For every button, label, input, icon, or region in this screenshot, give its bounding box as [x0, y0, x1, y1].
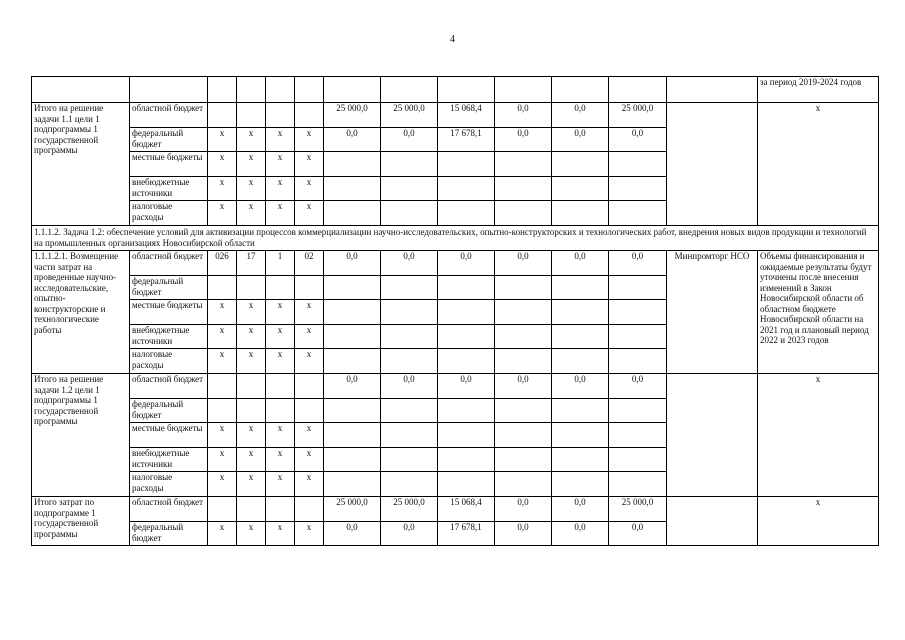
funding-source: федеральный бюджет	[130, 128, 208, 152]
budget-code-cell	[295, 276, 324, 300]
amount-cell	[324, 300, 381, 325]
budget-code-cell	[208, 497, 237, 522]
amount-cell	[438, 152, 495, 177]
amount-cell: 0,0	[324, 522, 381, 546]
amount-cell: 0,0	[495, 128, 552, 152]
result-cell: х	[758, 497, 879, 546]
amount-cell	[438, 349, 495, 374]
budget-code-cell: х	[266, 423, 295, 448]
budget-code-cell	[208, 103, 237, 128]
amount-cell: 0,0	[324, 374, 381, 399]
budget-code-cell: х	[266, 152, 295, 177]
amount-cell	[324, 325, 381, 349]
amount-cell	[609, 448, 667, 472]
amount-cell	[552, 300, 609, 325]
budget-code-cell	[237, 103, 266, 128]
amount-cell	[609, 152, 667, 177]
amount-cell	[381, 177, 438, 201]
amount-cell	[552, 276, 609, 300]
amount-cell: 0,0	[324, 128, 381, 152]
result-cell: Объемы финансирования и ожидаемые результаты будут уточнены после внесения изменений в Закон Новосибирской области об областном бюджете Новосибирской области на 2021 год и плановый период 2022 и 2023 годов	[758, 251, 879, 374]
amount-cell: 15 068,4	[438, 497, 495, 522]
budget-code-cell: х	[295, 472, 324, 497]
amount-cell: 0,0	[552, 497, 609, 522]
amount-cell	[381, 325, 438, 349]
budget-code-cell	[295, 374, 324, 399]
amount-cell	[438, 399, 495, 423]
budget-code-cell: х	[237, 128, 266, 152]
amount-cell: 0,0	[552, 251, 609, 276]
budget-code-cell: х	[237, 325, 266, 349]
budget-code-cell: х	[208, 522, 237, 546]
row-group-label: 1.1.1.2.1. Возмещение части затрат на проведенные научно-исследовательские, опытно-конструкторские и технологические работы	[32, 251, 130, 374]
amount-cell	[324, 399, 381, 423]
amount-cell	[438, 300, 495, 325]
amount-cell	[609, 276, 667, 300]
amount-cell	[609, 349, 667, 374]
amount-cell	[552, 448, 609, 472]
row-group-label: Итого на решение задачи 1.2 цели 1 подпрограммы 1 государственной программы	[32, 374, 130, 497]
funding-source: налоговые расходы	[130, 349, 208, 374]
budget-code-cell: 026	[208, 251, 237, 276]
budget-code-cell: х	[208, 472, 237, 497]
executor-cell	[667, 103, 758, 226]
amount-cell: 0,0	[609, 522, 667, 546]
budget-code-cell: х	[237, 448, 266, 472]
amount-cell: 25 000,0	[381, 497, 438, 522]
amount-cell	[552, 349, 609, 374]
budget-code-cell	[295, 399, 324, 423]
amount-cell	[324, 448, 381, 472]
table-row	[32, 251, 879, 276]
budget-code-cell: 02	[295, 251, 324, 276]
amount-cell	[324, 472, 381, 497]
amount-cell	[495, 448, 552, 472]
amount-cell	[324, 201, 381, 226]
amount-cell	[381, 152, 438, 177]
amount-cell	[552, 201, 609, 226]
budget-code-cell: х	[295, 349, 324, 374]
amount-cell	[495, 300, 552, 325]
header-note: за период 2019-2024 годов	[758, 77, 879, 103]
amount-cell: 0,0	[381, 522, 438, 546]
amount-cell	[324, 349, 381, 374]
budget-code-cell: х	[208, 177, 237, 201]
budget-code-cell: 1	[266, 251, 295, 276]
budget-code-cell	[266, 374, 295, 399]
budget-code-cell	[266, 276, 295, 300]
funding-source: федеральный бюджет	[130, 399, 208, 423]
amount-cell	[324, 152, 381, 177]
amount-cell	[495, 423, 552, 448]
amount-cell	[324, 276, 381, 300]
amount-cell	[381, 399, 438, 423]
budget-code-cell: х	[237, 300, 266, 325]
budget-code-cell: х	[295, 300, 324, 325]
table-row	[32, 103, 879, 128]
amount-cell	[495, 399, 552, 423]
amount-cell	[609, 399, 667, 423]
amount-cell: 0,0	[495, 374, 552, 399]
amount-cell	[552, 177, 609, 201]
budget-code-cell: х	[266, 128, 295, 152]
budget-code-cell: х	[266, 300, 295, 325]
budget-code-cell: х	[237, 177, 266, 201]
budget-code-cell: 17	[237, 251, 266, 276]
amount-cell	[495, 472, 552, 497]
amount-cell: 0,0	[552, 522, 609, 546]
budget-code-cell: х	[208, 349, 237, 374]
amount-cell	[609, 325, 667, 349]
budget-code-cell: х	[208, 300, 237, 325]
amount-cell	[381, 201, 438, 226]
amount-cell: 0,0	[381, 251, 438, 276]
amount-cell	[609, 423, 667, 448]
budget-code-cell: х	[295, 201, 324, 226]
amount-cell	[324, 423, 381, 448]
amount-cell: 0,0	[609, 251, 667, 276]
funding-source: областной бюджет	[130, 251, 208, 276]
amount-cell: 25 000,0	[324, 497, 381, 522]
budget-code-cell	[295, 103, 324, 128]
header-row	[32, 77, 879, 103]
budget-code-cell: х	[208, 448, 237, 472]
amount-cell	[552, 152, 609, 177]
amount-cell	[495, 201, 552, 226]
funding-source: федеральный бюджет	[130, 522, 208, 546]
executor-cell	[667, 374, 758, 497]
budget-code-cell: х	[237, 201, 266, 226]
budget-code-cell: х	[237, 423, 266, 448]
amount-cell: 0,0	[324, 251, 381, 276]
budget-code-cell	[266, 497, 295, 522]
amount-cell	[438, 276, 495, 300]
amount-cell: 0,0	[381, 374, 438, 399]
amount-cell	[438, 423, 495, 448]
budget-code-cell: х	[208, 152, 237, 177]
budget-code-cell: х	[208, 128, 237, 152]
budget-code-cell: х	[266, 201, 295, 226]
budget-code-cell: х	[266, 522, 295, 546]
amount-cell: 25 000,0	[609, 497, 667, 522]
amount-cell	[381, 472, 438, 497]
amount-cell	[438, 472, 495, 497]
amount-cell: 25 000,0	[381, 103, 438, 128]
amount-cell	[552, 423, 609, 448]
budget-code-cell: х	[266, 448, 295, 472]
budget-code-cell	[237, 399, 266, 423]
executor-cell: Минпромторг НСО	[667, 251, 758, 374]
budget-table	[31, 76, 879, 546]
funding-source: федеральный бюджет	[130, 276, 208, 300]
budget-code-cell	[266, 103, 295, 128]
budget-code-cell: х	[208, 325, 237, 349]
funding-source: областной бюджет	[130, 374, 208, 399]
amount-cell	[609, 300, 667, 325]
budget-code-cell: х	[295, 128, 324, 152]
row-group-label: Итого на решение задачи 1.1 цели 1 подпрограммы 1 государственной программы	[32, 103, 130, 226]
amount-cell: 0,0	[495, 251, 552, 276]
amount-cell	[381, 423, 438, 448]
amount-cell	[495, 177, 552, 201]
budget-code-cell: х	[237, 349, 266, 374]
amount-cell	[552, 399, 609, 423]
funding-source: местные бюджеты	[130, 300, 208, 325]
amount-cell	[381, 349, 438, 374]
amount-cell	[438, 177, 495, 201]
amount-cell	[495, 325, 552, 349]
budget-code-cell	[208, 276, 237, 300]
amount-cell: 0,0	[609, 128, 667, 152]
budget-code-cell: х	[266, 177, 295, 201]
amount-cell: 0,0	[438, 251, 495, 276]
funding-source: местные бюджеты	[130, 152, 208, 177]
amount-cell	[381, 276, 438, 300]
amount-cell: 25 000,0	[609, 103, 667, 128]
funding-source: областной бюджет	[130, 497, 208, 522]
funding-source: внебюджетные источники	[130, 448, 208, 472]
amount-cell: 0,0	[609, 374, 667, 399]
budget-code-cell	[237, 497, 266, 522]
amount-cell	[381, 300, 438, 325]
row-group-label: Итого затрат по подпрограмме 1 государственной программы	[32, 497, 130, 546]
funding-source: внебюджетные источники	[130, 177, 208, 201]
budget-code-cell	[295, 497, 324, 522]
amount-cell: 0,0	[552, 103, 609, 128]
budget-code-cell: х	[237, 522, 266, 546]
result-cell: х	[758, 374, 879, 497]
page-number: 4	[450, 34, 455, 45]
budget-code-cell	[208, 374, 237, 399]
executor-cell	[667, 497, 758, 546]
funding-source: областной бюджет	[130, 103, 208, 128]
amount-cell: 0,0	[495, 103, 552, 128]
budget-code-cell	[208, 399, 237, 423]
budget-code-cell	[237, 276, 266, 300]
budget-code-cell: х	[208, 201, 237, 226]
budget-code-cell: х	[237, 472, 266, 497]
funding-source: налоговые расходы	[130, 472, 208, 497]
amount-cell: 0,0	[381, 128, 438, 152]
amount-cell	[381, 448, 438, 472]
budget-code-cell: х	[295, 423, 324, 448]
table-body	[32, 77, 879, 546]
amount-cell: 0,0	[495, 497, 552, 522]
result-cell: х	[758, 103, 879, 226]
amount-cell: 25 000,0	[324, 103, 381, 128]
budget-code-cell: х	[295, 522, 324, 546]
amount-cell	[609, 472, 667, 497]
amount-cell	[495, 276, 552, 300]
budget-code-cell	[237, 374, 266, 399]
funding-source: налоговые расходы	[130, 201, 208, 226]
task-row	[32, 226, 879, 251]
budget-code-cell: х	[295, 177, 324, 201]
amount-cell: 0,0	[552, 374, 609, 399]
amount-cell	[438, 201, 495, 226]
amount-cell: 17 678,1	[438, 522, 495, 546]
amount-cell: 0,0	[438, 374, 495, 399]
budget-code-cell: х	[266, 349, 295, 374]
budget-code-cell: х	[237, 152, 266, 177]
budget-code-cell	[266, 399, 295, 423]
budget-code-cell: х	[295, 325, 324, 349]
amount-cell	[438, 325, 495, 349]
funding-source: внебюджетные источники	[130, 325, 208, 349]
amount-cell	[495, 349, 552, 374]
funding-source: местные бюджеты	[130, 423, 208, 448]
table-row	[32, 497, 879, 522]
budget-code-cell: х	[295, 152, 324, 177]
budget-code-cell: х	[266, 472, 295, 497]
task-heading: 1.1.1.2. Задача 1.2: обеспечение условий для активизации процессов коммерциализации научно-исследовательских, опытно-конструкторских и технологических работ, внедрения новых видов продукции и технологий на промышленных организациях Новосибирской области	[32, 226, 879, 251]
amount-cell: 0,0	[552, 128, 609, 152]
amount-cell	[324, 177, 381, 201]
budget-code-cell: х	[295, 448, 324, 472]
amount-cell	[552, 325, 609, 349]
amount-cell	[438, 448, 495, 472]
amount-cell	[495, 152, 552, 177]
budget-code-cell: х	[208, 423, 237, 448]
amount-cell	[552, 472, 609, 497]
amount-cell: 0,0	[495, 522, 552, 546]
amount-cell: 15 068,4	[438, 103, 495, 128]
amount-cell	[609, 201, 667, 226]
table-row	[32, 374, 879, 399]
budget-code-cell: х	[266, 325, 295, 349]
amount-cell: 17 678,1	[438, 128, 495, 152]
amount-cell	[609, 177, 667, 201]
